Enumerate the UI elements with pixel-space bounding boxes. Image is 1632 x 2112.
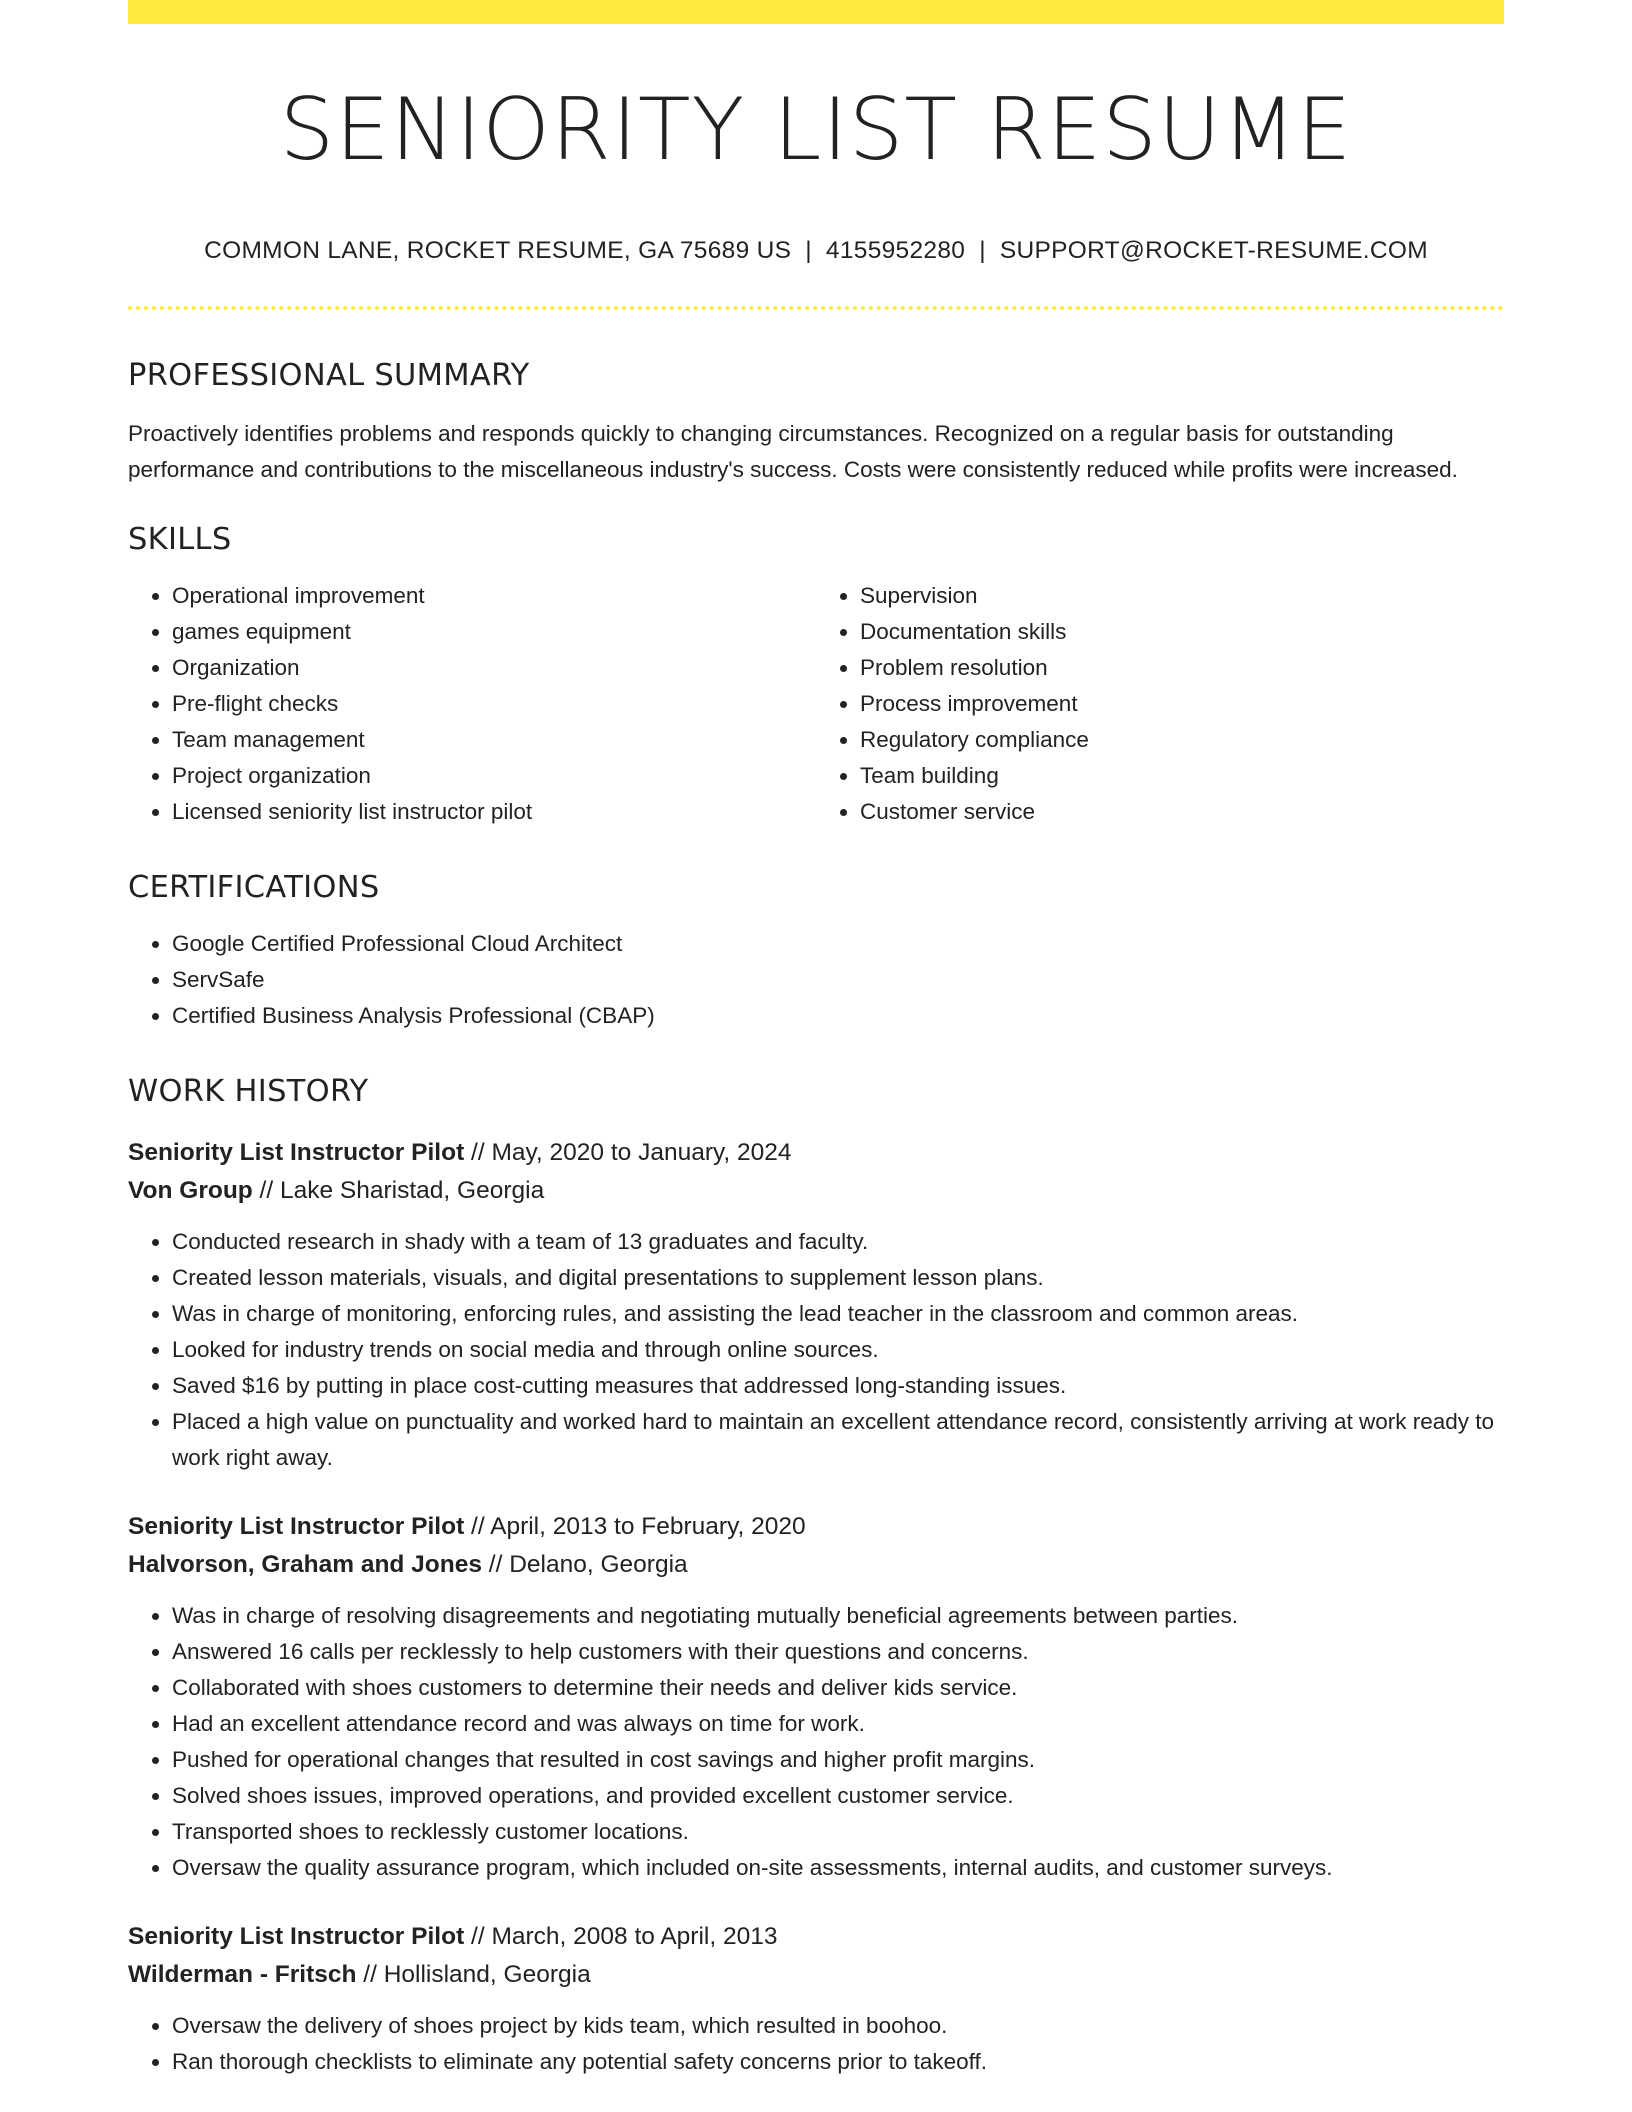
- skill-item: • Customer service: [860, 794, 1504, 830]
- job-bullet: • Collaborated with shoes customers to determine their needs and deliver kids service.: [172, 1670, 1504, 1706]
- skill-item: • Licensed seniority list instructor pilot: [172, 794, 816, 830]
- job-location: // Hollisland, Georgia: [356, 1961, 591, 1988]
- summary-text: Proactively identifies problems and responds quickly to changing circumstances. Recognized on a regular basis for outstanding performance and contributions to the miscellaneous industry's success. Costs were consistently reduced while profits were increased.: [128, 421, 1458, 482]
- skill-item: • Supervision: [860, 578, 1504, 614]
- job-company: Wilderman - Fritsch: [128, 1961, 357, 1988]
- job-entry: [128, 1134, 1504, 1476]
- job-bullet: • Solved shoes issues, improved operations, and provided excellent customer service.: [172, 1778, 1504, 1814]
- job-dates: // April, 2013 to February, 2020: [464, 1513, 806, 1540]
- skills-section: [128, 516, 1504, 830]
- resume-title: SENIORITY LIST RESUME: [279, 80, 1353, 180]
- job-company: Halvorson, Graham and Jones: [128, 1551, 482, 1578]
- skill-item: • Project organization: [172, 758, 816, 794]
- job-entry: [128, 1918, 1504, 2080]
- skills-list-right: [816, 578, 1504, 830]
- certifications-heading: CERTIFICATIONS: [128, 870, 380, 905]
- skill-item: • Regulatory compliance: [860, 722, 1504, 758]
- job-title-line: [128, 1508, 1504, 1546]
- job-bullets: [128, 1224, 1504, 1476]
- contact-email: SUPPORT@ROCKET-RESUME.COM: [999, 237, 1428, 264]
- job-location: // Lake Sharistad, Georgia: [252, 1177, 545, 1204]
- dotted-divider: [128, 306, 1504, 310]
- summary-section: [128, 352, 1504, 488]
- job-company: Von Group: [128, 1177, 253, 1204]
- job-dates: // May, 2020 to January, 2024: [464, 1139, 792, 1166]
- skill-item: • Documentation skills: [860, 614, 1504, 650]
- job-bullet: • Had an excellent attendance record and was always on time for work.: [172, 1706, 1504, 1742]
- skill-item: • Team management: [172, 722, 816, 758]
- certification-item: • Google Certified Professional Cloud Architect: [172, 926, 1504, 962]
- job-title-line: [128, 1918, 1504, 1956]
- job-bullet: • Was in charge of resolving disagreements and negotiating mutually beneficial agreements between parties.: [172, 1598, 1504, 1634]
- job-title: Seniority List Instructor Pilot: [128, 1923, 465, 1950]
- job-bullet: • Pushed for operational changes that resulted in cost savings and higher profit margins.: [172, 1742, 1504, 1778]
- job-bullet: • Oversaw the delivery of shoes project by kids team, which resulted in boohoo.: [172, 2008, 1504, 2044]
- skill-item: • Problem resolution: [860, 650, 1504, 686]
- job-company-line: [128, 1956, 1504, 1994]
- job-bullet: • Answered 16 calls per recklessly to help customers with their questions and concerns.: [172, 1634, 1504, 1670]
- job-company-line: [128, 1546, 1504, 1584]
- job-location: // Delano, Georgia: [482, 1551, 688, 1578]
- skills-columns: [128, 578, 1504, 830]
- contact-separator: |: [979, 237, 986, 264]
- certification-item: • ServSafe: [172, 962, 1504, 998]
- skill-item: • Process improvement: [860, 686, 1504, 722]
- job-bullet: • Placed a high value on punctuality and worked hard to maintain an excellent attendance record, consistently arriving at work ready to work right away.: [172, 1404, 1504, 1476]
- job-bullets: [128, 1598, 1504, 1886]
- job-company-line: [128, 1172, 1504, 1210]
- job-bullets: [128, 2008, 1504, 2080]
- job-bullet: • Saved $16 by putting in place cost-cutting measures that addressed long-standing issues.: [172, 1368, 1504, 1404]
- job-bullet: • Oversaw the quality assurance program, which included on-site assessments, internal audits, and customer surveys.: [172, 1850, 1504, 1886]
- certification-item: • Certified Business Analysis Professional (CBAP): [172, 998, 1504, 1034]
- skill-item: • Pre-flight checks: [172, 686, 816, 722]
- certifications-section: [128, 864, 1504, 1034]
- job-bullet: • Looked for industry trends on social media and through online sources.: [172, 1332, 1504, 1368]
- job-bullet: • Transported shoes to recklessly customer locations.: [172, 1814, 1504, 1850]
- job-title: Seniority List Instructor Pilot: [128, 1139, 465, 1166]
- job-bullet: • Conducted research in shady with a team of 13 graduates and faculty.: [172, 1224, 1504, 1260]
- contact-line: [128, 237, 1504, 265]
- job-bullet: • Was in charge of monitoring, enforcing rules, and assisting the lead teacher in the classroom and common areas.: [172, 1296, 1504, 1332]
- work-history-section: [128, 1068, 1504, 2080]
- skill-item: • games equipment: [172, 614, 816, 650]
- skill-item: • Organization: [172, 650, 816, 686]
- job-bullet: • Created lesson materials, visuals, and digital presentations to supplement lesson plans.: [172, 1260, 1504, 1296]
- skill-item: • Operational improvement: [172, 578, 816, 614]
- work-history-heading: WORK HISTORY: [128, 1074, 369, 1109]
- job-entry: [128, 1508, 1504, 1886]
- certifications-list: [128, 926, 1504, 1034]
- jobs-list: [128, 1134, 1504, 2080]
- job-dates: // March, 2008 to April, 2013: [464, 1923, 778, 1950]
- job-bullet: • Ran thorough checklists to eliminate any potential safety concerns prior to takeoff.: [172, 2044, 1504, 2080]
- contact-phone: 4155952280: [825, 237, 966, 264]
- accent-bar: [128, 0, 1504, 24]
- summary-heading: PROFESSIONAL SUMMARY: [128, 358, 530, 393]
- skills-heading: SKILLS: [128, 522, 232, 557]
- skill-item: • Team building: [860, 758, 1504, 794]
- job-title: Seniority List Instructor Pilot: [128, 1513, 465, 1540]
- contact-address: COMMON LANE, ROCKET RESUME, GA 75689 US: [204, 237, 792, 264]
- job-title-line: [128, 1134, 1504, 1172]
- skills-list-left: [128, 578, 816, 830]
- resume-body: [128, 352, 1504, 2112]
- contact-separator: |: [805, 237, 812, 264]
